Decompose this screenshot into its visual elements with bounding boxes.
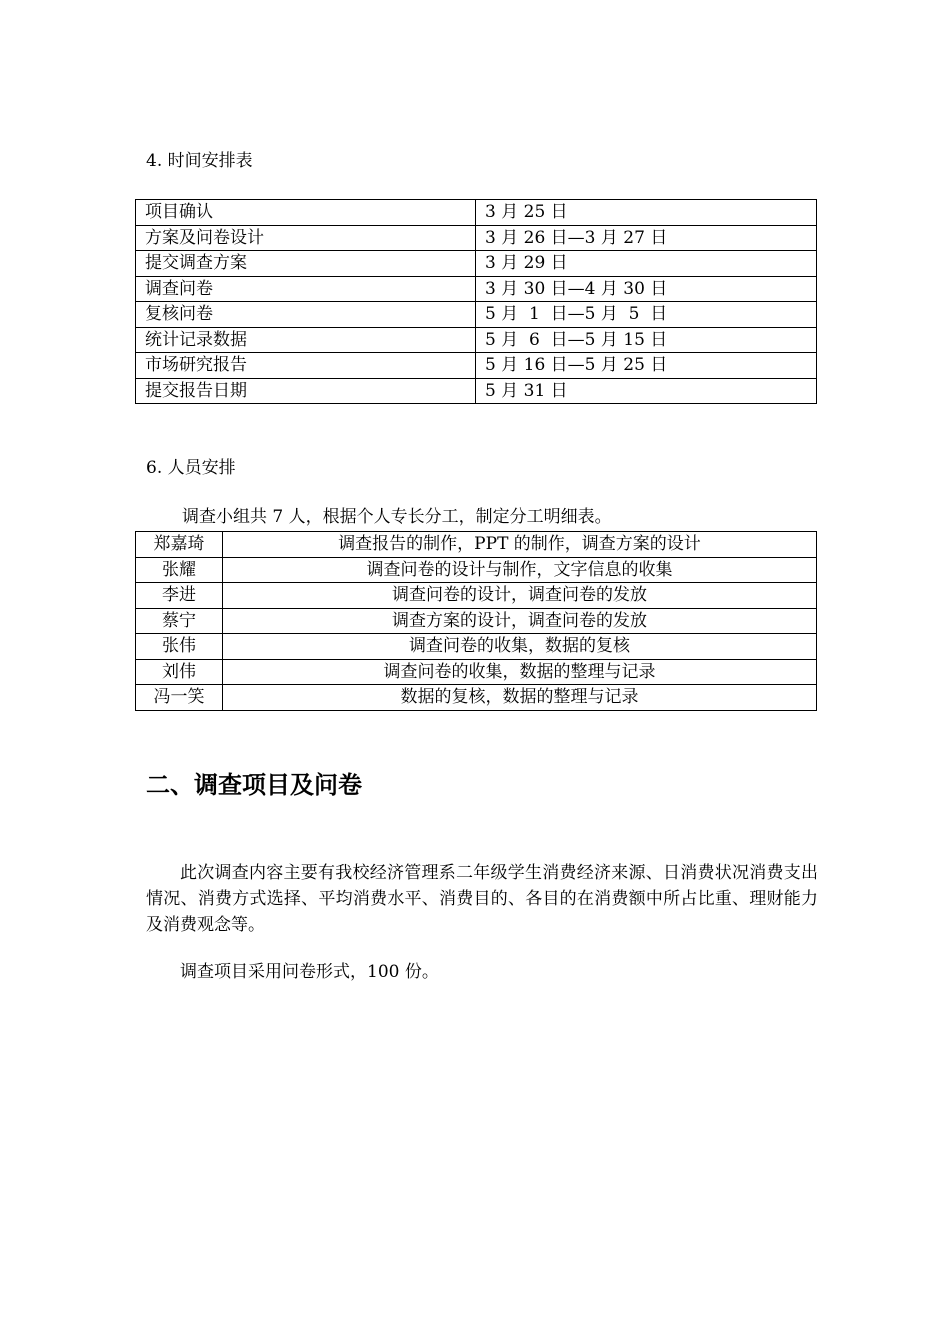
member-name: 张耀: [136, 557, 223, 583]
personnel-intro: 调查小组共 7 人，根据个人专长分工，制定分工明细表。: [182, 507, 612, 527]
schedule-date: 5 月 6 日—5 月 15 日: [476, 327, 817, 353]
table-row: [136, 608, 817, 634]
schedule-date: 5 月 31 日: [476, 378, 817, 404]
personnel-heading: 6. 人员安排: [146, 458, 236, 478]
member-name: 张伟: [136, 634, 223, 660]
schedule-task: 市场研究报告: [136, 353, 476, 379]
member-name: 刘伟: [136, 659, 223, 685]
table-row: [136, 378, 817, 404]
member-name: 冯一笑: [136, 685, 223, 711]
schedule-task: 统计记录数据: [136, 327, 476, 353]
table-row: [136, 583, 817, 609]
table-row: [136, 327, 817, 353]
table-row: [136, 557, 817, 583]
table-row: [136, 302, 817, 328]
member-duty: 调查问卷的收集，数据的复核: [223, 634, 817, 660]
schedule-date: 5 月 16 日—5 月 25 日: [476, 353, 817, 379]
schedule-task: 提交报告日期: [136, 378, 476, 404]
member-name: 郑嘉琦: [136, 532, 223, 558]
survey-method-paragraph: 调查项目采用问卷形式，100 份。: [180, 962, 439, 982]
member-duty: 数据的复核，数据的整理与记录: [223, 685, 817, 711]
schedule-date: 5 月 1 日—5 月 5 日: [476, 302, 817, 328]
table-row: [136, 225, 817, 251]
table-row: [136, 353, 817, 379]
schedule-task: 提交调查方案: [136, 251, 476, 277]
table-row: [136, 200, 817, 226]
table-row: [136, 634, 817, 660]
schedule-task: 调查问卷: [136, 276, 476, 302]
schedule-date: 3 月 26 日—3 月 27 日: [476, 225, 817, 251]
schedule-table: [135, 199, 817, 404]
schedule-date: 3 月 30 日—4 月 30 日: [476, 276, 817, 302]
member-name: 李进: [136, 583, 223, 609]
member-duty: 调查问卷的设计与制作，文字信息的收集: [223, 557, 817, 583]
personnel-table: [135, 531, 817, 711]
table-row: [136, 659, 817, 685]
member-name: 蔡宁: [136, 608, 223, 634]
survey-content-paragraph: 此次调查内容主要有我校经济管理系二年级学生消费经济来源、日消费状况消费支出情况、消费方式选择、平均消费水平、消费目的、各目的在消费额中所占比重、理财能力及消费观念等。: [146, 863, 818, 935]
schedule-task: 项目确认: [136, 200, 476, 226]
member-duty: 调查方案的设计，调查问卷的发放: [223, 608, 817, 634]
table-row: [136, 251, 817, 277]
member-duty: 调查问卷的收集，数据的整理与记录: [223, 659, 817, 685]
schedule-task: 复核问卷: [136, 302, 476, 328]
table-row: [136, 532, 817, 558]
schedule-task: 方案及问卷设计: [136, 225, 476, 251]
schedule-date: 3 月 25 日: [476, 200, 817, 226]
schedule-date: 3 月 29 日: [476, 251, 817, 277]
table-row: [136, 276, 817, 302]
member-duty: 调查问卷的设计，调查问卷的发放: [223, 583, 817, 609]
schedule-heading: 4. 时间安排表: [146, 151, 253, 171]
chapter-heading: 二、调查项目及问卷: [146, 771, 362, 799]
table-row: [136, 685, 817, 711]
member-duty: 调查报告的制作，PPT 的制作，调查方案的设计: [223, 532, 817, 558]
